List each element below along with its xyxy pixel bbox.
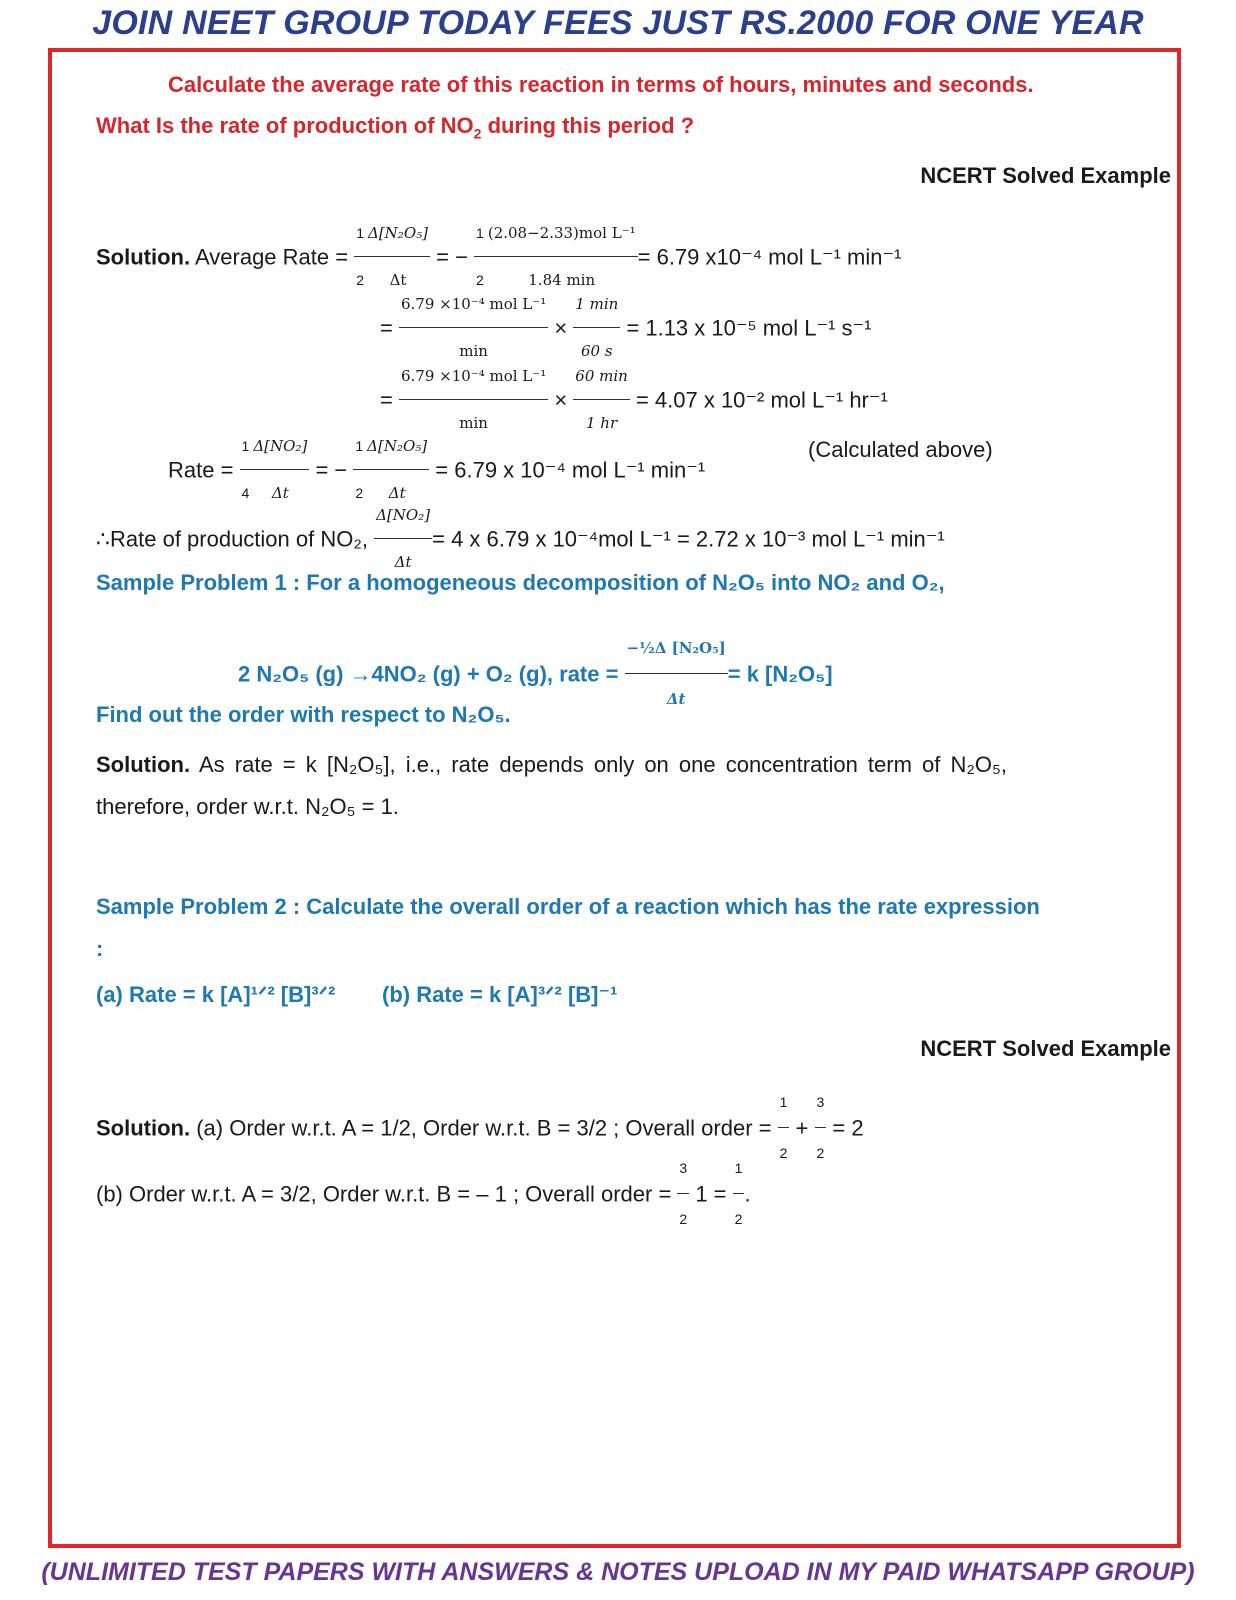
- fraction: 1 min 60 s: [573, 284, 620, 371]
- sample-problem-1-solution-line-1: Solution. As rate = k [N₂O₅], i.e., rate depends only on one concentration term of N₂O₅,: [96, 752, 1007, 777]
- fraction: 6.79 ×10⁻⁴ mol L⁻¹ min: [399, 356, 548, 443]
- fraction: $\frac{\text{Δ[NO₂]}}{\Delta t}$: [374, 495, 432, 582]
- fraction: 6.79 ×10⁻⁴ mol L⁻¹ min: [399, 284, 548, 371]
- question-line-2: What Is the rate of production of $NO_2$ during this period ?: [96, 113, 695, 142]
- sample-problem-2-solution-a: Solution. (a) Order w.r.t. A = 1/2, Order w.r.t. B = 3/2 ; Overall order = $\frac{1}{2}$ + $\frac{3}{2}$ = 2: [96, 1082, 864, 1177]
- fraction: $\frac{1}{4}$: [240, 426, 252, 513]
- fraction: $\frac{1}{2}$: [733, 1146, 745, 1241]
- fraction: $\frac{\text{Δ[NO₂]}}{\Delta t}$: [251, 426, 309, 513]
- fraction: $\frac{1}{2}$: [353, 426, 365, 513]
- equation-rate: Rate = $\frac{1}{4}$ $\frac{\text{Δ[NO₂]}}{\Delta t}$ = − $\frac{1}{2}$ $\frac{\text{Δ[N₂O₅]}}{\Delta t}$ = 6.79 x 10⁻⁴ mol L⁻¹ min⁻¹: [168, 428, 705, 515]
- sample-problem-2-colon: :: [96, 936, 104, 961]
- fraction: $\frac{\text{Δ[N₂O₅]}}{\Delta t}$: [366, 213, 430, 300]
- ncert-label-2: NCERT Solved Example: [920, 1036, 1171, 1061]
- bottom-footer: (UNLIMITED TEST PAPERS WITH ANSWERS & NOTES UPLOAD IN MY PAID WHATSAPP GROUP): [41, 1558, 1195, 1586]
- fraction: $\frac{\text{−½Δ [N₂O₅]}}{\Delta t}$: [625, 626, 728, 721]
- sample-problem-1-question: Find out the order with respect to N₂O₅.: [96, 702, 511, 727]
- sample-problem-1-equation: 2 N₂O₅ (g) →4NO₂ (g) + O₂ (g), rate = $\frac{\text{−½Δ [N₂O₅]}}{\Delta t}$ = k [N₂O₅]: [238, 628, 833, 723]
- solution-label: Solution.: [96, 244, 191, 270]
- fraction: $\frac{1}{2}$: [474, 213, 486, 300]
- fraction: $\frac{1}{2}$: [778, 1080, 790, 1175]
- sample-problem-1-title: Sample Problem 1 : For a homogeneous decomposition of N₂O₅ into NO₂ and O₂,: [96, 570, 945, 595]
- fraction: 60 min 1 hr: [573, 356, 630, 443]
- sample-problem-1-solution-line-2: therefore, order w.r.t. N₂O₅ = 1.: [96, 794, 399, 819]
- fraction: $\frac{1}{2}$: [354, 213, 366, 300]
- equation-average-rate: Solution. Average Rate = $\frac{1}{2}$ $\frac{\text{Δ[N₂O₅]}}{\Delta t}$ = − $\frac{1}{2}$ (2.08−2.33)mol L⁻¹ 1.84 min = 6.79 x10⁻⁴ mol L⁻¹ min⁻¹: [96, 215, 901, 302]
- top-banner: JOIN NEET GROUP TODAY FEES JUST RS.2000 FOR ONE YEAR: [92, 4, 1144, 42]
- question-line-1: Calculate the average rate of this reaction in terms of hours, minutes and seconds.: [168, 72, 1034, 97]
- fraction: $\frac{\text{Δ[N₂O₅]}}{\Delta t}$: [365, 426, 429, 513]
- fraction: $\frac{3}{2}$: [815, 1080, 827, 1175]
- fraction: (2.08−2.33)mol L⁻¹ 1.84 min: [486, 213, 638, 300]
- fraction: $\frac{3}{2}$: [677, 1146, 689, 1241]
- sample-problem-2-solution-b: (b) Order w.r.t. A = 3/2, Order w.r.t. B = – 1 ; Overall order = $\frac{3}{2}$ 1 = $\frac{1}{2}$ .: [96, 1148, 751, 1243]
- sample-problem-2-part-b: (b) Rate = k [A]³ᐟ² [B]⁻¹: [382, 982, 618, 1007]
- sample-problem-2-title: Sample Problem 2 : Calculate the overall order of a reaction which has the rate expression: [96, 894, 1040, 919]
- calculated-above-note: (Calculated above): [808, 437, 993, 462]
- equation-no2-production: ∴Rate of production of NO₂, $\frac{\text{Δ[NO₂]}}{\Delta t}$ = 4 x 6.79 x 10⁻⁴mol L⁻¹ = 2.72 x 10⁻³ mol L⁻¹ min⁻¹: [96, 497, 945, 584]
- ncert-label-1: NCERT Solved Example: [920, 163, 1171, 188]
- sample-problem-2-part-a: (a) Rate = k [A]¹ᐟ² [B]³ᐟ²: [96, 982, 336, 1007]
- equation-per-second: = 6.79 ×10⁻⁴ mol L⁻¹ min × 1 min 60 s = 1.13 x 10⁻⁵ mol L⁻¹ s⁻¹: [380, 286, 872, 373]
- equation-per-hour: = 6.79 ×10⁻⁴ mol L⁻¹ min × 60 min 1 hr = 4.07 x 10⁻² mol L⁻¹ hr⁻¹: [380, 358, 888, 445]
